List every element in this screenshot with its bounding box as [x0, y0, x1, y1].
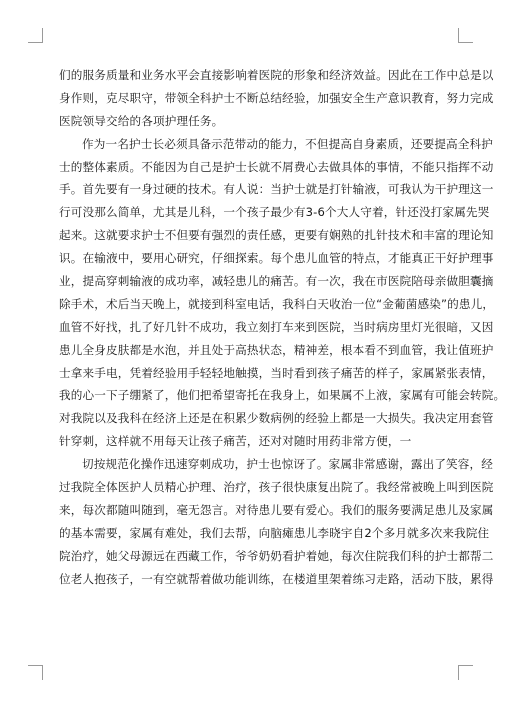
text-line: 身作则，克尽职守，带领全科护士不断总结经验，加强安全生产意识教育，努力完成 — [59, 90, 494, 105]
crop-mark-bottom-left — [28, 665, 43, 680]
text-line: 士拿来手电，凭着经验用手轻轻地触摸，当时看到孩子痛苦的样子，家属紧张表情， — [59, 365, 494, 380]
text-line: 院治疗，她父母源远在西藏工作，爷爷奶奶看护着她，每次住院我们科的护士都帮二 — [59, 548, 494, 563]
text-line: 业，提高穿刺输液的成功率，减轻患儿的痛苦。有一次，我在市医院陪母亲做胆囊摘 — [59, 274, 494, 289]
text-line: 来，每次都随叫随到，毫无怨言。对待患儿要有爱心。我们的服务要满足患儿及家属 — [59, 502, 494, 517]
text-line: 的基本需要，家属有难处，我们去帮，向脑瘫患儿李晓宇自2个多月就多次来我院住 — [59, 525, 490, 540]
text-line: 起来。这就要求护士不但要有强烈的责任感，更要有娴熟的扎针技术和丰富的理论知 — [59, 228, 494, 243]
text-line: 除手术，术后当天晚上，就接到科室电话，我科白天收治一位“金葡菌感染”的患儿， — [59, 296, 495, 311]
paragraph-start-line: 切按规范化操作迅速穿刺成功，护士也惊讶了。家属非常感谢，露出了笑容，经 — [82, 457, 494, 472]
text-line: 血管不好找，扎了好几针不成功，我立刻打车来到医院，当时病房里灯光很暗，又因 — [59, 319, 494, 334]
text-line: 我的心一下子绷紧了，他们把希望寄托在我身上，如果属不上液，家属有可能会转院。 — [59, 388, 505, 403]
text-line: 医院领导交给的各项护理任务。 — [59, 113, 224, 128]
body-text — [59, 64, 505, 590]
text-line: 位老人抱孩子，一有空就帮着做功能训练，在楼道里架着练习走路，活动下肢，累得 — [59, 571, 494, 586]
text-line: 针穿刺，这样就不用每天让孩子痛苦，还对对随时用药非常方便，一 — [59, 434, 412, 449]
text-line: 们的服务质量和业务水平会直接影响着医院的形象和经济效益。因此在工作中总是以 — [59, 68, 494, 82]
text-line: 过我院全体医护人员精心护理、治疗，孩子很快康复出院了。我经常被晚上叫到医院 — [59, 480, 494, 495]
text-line: 识。在输液中，要用心研究，仔细探索。每个患儿血管的特点，才能真正干好护理事 — [59, 251, 494, 266]
text-line: 手。首先要有一身过硬的技术。有人说：当护士就是打针输液，可我认为干护理这一 — [59, 182, 494, 197]
crop-mark-top-right — [458, 28, 473, 43]
text-line: 行可没那么简单，尤其是儿科，一个孩子最少有3-6个大人守着，针还没打家属先哭 — [59, 205, 490, 220]
text-line: 士的整体素质。不能因为自己是护士长就不屑费心去做具体的事情，不能只指挥不动 — [59, 159, 494, 174]
crop-mark-bottom-right — [458, 665, 473, 680]
paragraph-start-line: 作为一名护士长必须具备示范带动的能力，不但提高自身素质，还要提高全科护 — [82, 136, 494, 151]
text-line: 患儿全身皮肤都是水泡，并且处于高热状态，精神差，根本看不到血管，我让值班护 — [59, 342, 494, 357]
crop-mark-top-left — [28, 28, 43, 43]
text-line: 对我院以及我科在经济上还是在积累少数病例的经验上都是一大损失。我决定用套管 — [59, 411, 494, 426]
